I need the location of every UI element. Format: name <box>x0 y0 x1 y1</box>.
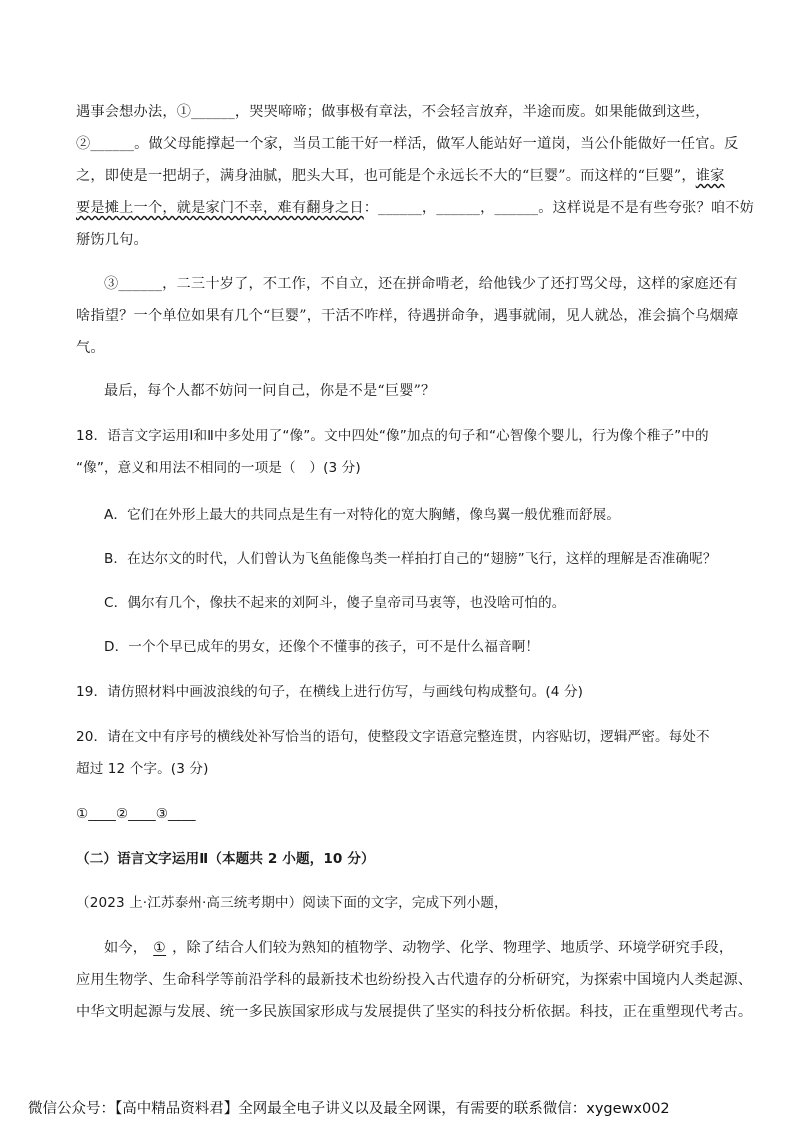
passage-text: ，除了结合人们较为熟知的植物学、动物学、化学、物理学、地质学、环境学研究手段， <box>172 940 734 956</box>
passage-line <box>76 198 754 218</box>
passage-line: 遇事会想办法，①______，哭哭啼啼；做事极有章法，不会轻言放弃，半途而废。如果能做到这些， <box>76 104 710 120</box>
passage-text: 之，即使是一把胡子，满身油腻，肥头大耳，也可能是个永远长不大的“巨婴”。而这样的“巨婴”， <box>76 168 696 184</box>
passage-line: 最后，每个人都不妨问一问自己，你是不是“巨婴”？ <box>104 383 436 399</box>
wavy-underlined-text: 谁家 <box>695 168 725 184</box>
passage-line: 中华文明起源与发展、统一多民族国家形成与发展提供了坚实的科技分析依据。科技，正在重塑现代考古。 <box>76 1004 753 1020</box>
passage-text: ：______，______，______。这样说是不是有些夸张？咱不妨 <box>363 200 755 216</box>
section-heading: （二）语言文字运用Ⅱ（本题共 2 小题，10 分） <box>76 851 375 867</box>
source-note: （2023 上·江苏泰州·高三统考期中）阅读下面的文字，完成下列小题， <box>76 895 508 911</box>
passage-line: 应用生物学、生命科学等前沿学科的最新技术也纷纷投入古代遗存的分析研究，为探索中国境内人类起源、 <box>76 972 753 988</box>
passage-line: ③______，二三十岁了，不工作，不自立，还在拼命啃老，给他钱少了还打骂父母，这样的家庭还有 <box>104 276 738 292</box>
question-20: 超过 12 个字。(3 分) <box>76 761 209 777</box>
question-18-stem: “像”，意义和用法不相同的一项是（ ）(3 分) <box>76 460 361 476</box>
passage-line: 气。 <box>76 340 105 356</box>
question-20: 20．请在文中有序号的横线处补写恰当的语句，使整段文字语意完整连贯，内容贴切，逻辑严密。每处不 <box>76 729 710 745</box>
passage-line <box>76 166 724 186</box>
passage-text: 如今， <box>104 940 148 956</box>
question-19: 19．请仿照材料中画波浪线的句子，在横线上进行仿写，与画线句构成整句。(4 分) <box>76 684 584 700</box>
option-c: C．偶尔有几个，像扶不起来的刘阿斗，傻子皇帝司马衷等，也没啥可怕的。 <box>104 595 566 611</box>
passage-line: 啥指望？一个单位如果有几个“巨婴”，干活不咋样，待遇拼命争，遇事就闹，见人就怂，准会搞个乌烟瘴 <box>76 308 739 324</box>
numbered-blank: ① <box>153 940 167 956</box>
option-b: B．在达尔文的时代，人们曾认为飞鱼能像鸟类一样拍打自己的“翅膀”飞行，这样的理解是否准确呢？ <box>104 551 717 567</box>
footer-watermark: 微信公众号：【高中精品资料君】全网最全电子讲义以及最全网课，有需要的联系微信：xygewx002 <box>28 1101 670 1117</box>
option-a: A．它们在外形上最大的共同点是生有一对特化的宽大胸鳍，像鸟翼一般优雅而舒展。 <box>104 507 621 523</box>
passage-line: 掰饬几句。 <box>76 232 148 248</box>
option-d: D．一个个早已成年的男女，还像个不懂事的孩子，可不是什么福音啊！ <box>104 639 540 655</box>
passage-line <box>104 938 733 958</box>
answer-blanks: ①____②____③____ <box>76 806 196 822</box>
passage-line: ②______。做父母能撑起一个家，当员工能干好一样活，做军人能站好一道岗，当公仆能做好一任官。反 <box>76 136 739 152</box>
wavy-underlined-sentence: 要是摊上一个，就是家门不幸，难有翻身之日 <box>76 200 364 216</box>
question-18-stem: 18．语言文字运用Ⅰ和Ⅱ中多处用了“像”。文中四处“像”加点的句子和“心智像个婴儿，行为像个稚子”中的 <box>76 428 709 444</box>
